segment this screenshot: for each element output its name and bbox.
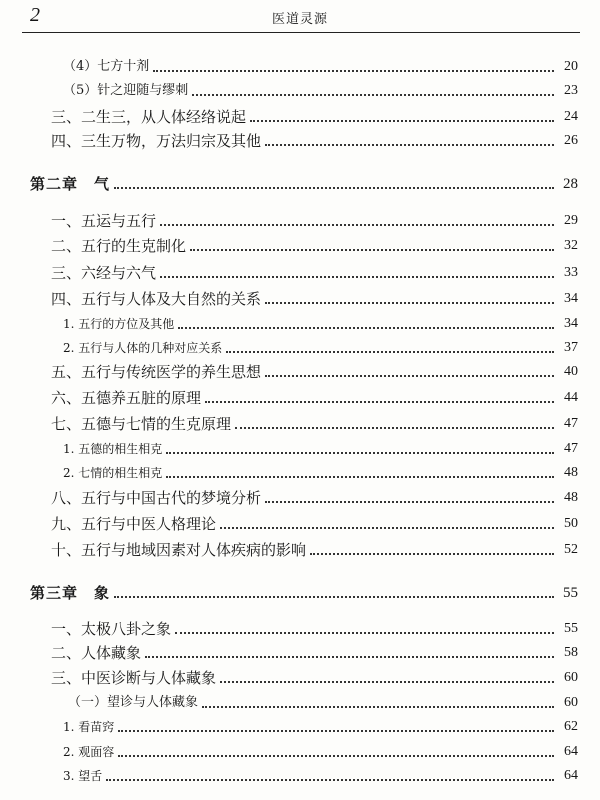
toc-entry-page: 64 bbox=[564, 744, 578, 759]
toc-entry[interactable] bbox=[51, 642, 578, 664]
toc-entry-title: 三、中医诊断与人体藏象 bbox=[51, 669, 217, 687]
dot-leader bbox=[205, 399, 554, 403]
toc-entry-title: 3. 望舌 bbox=[63, 769, 103, 783]
toc-entry-title: 五、五行与传统医学的养生思想 bbox=[51, 363, 262, 381]
toc-entry-title: 二、人体藏象 bbox=[51, 644, 142, 662]
toc-entry-page: 55 bbox=[564, 621, 578, 636]
toc-entry-title: 二、五行的生克制化 bbox=[51, 237, 187, 255]
running-title: 医道灵源 bbox=[271, 12, 328, 27]
dot-leader bbox=[192, 92, 554, 96]
dot-leader bbox=[166, 450, 554, 454]
toc-entry[interactable] bbox=[51, 387, 578, 409]
dot-leader bbox=[160, 274, 554, 278]
toc-entry-page: 64 bbox=[564, 768, 578, 783]
toc-entry[interactable] bbox=[51, 487, 578, 509]
toc-entry-page: 40 bbox=[564, 364, 578, 379]
toc-entry-page: 37 bbox=[564, 340, 578, 355]
toc-entry-title: 第二章 气 bbox=[30, 175, 111, 193]
toc-entry-title: 1. 看苗窍 bbox=[63, 720, 115, 734]
toc-entry-title: 四、三生万物，万法归宗及其他 bbox=[51, 132, 262, 150]
dot-leader bbox=[310, 551, 554, 555]
toc-entry[interactable] bbox=[63, 56, 578, 78]
toc-entry-page: 34 bbox=[564, 291, 578, 306]
toc-entry-title: （4）七方十剂 bbox=[63, 59, 150, 74]
toc-entry[interactable] bbox=[51, 618, 578, 640]
toc-entry-page: 48 bbox=[564, 490, 578, 505]
toc-entry-page: 62 bbox=[564, 719, 578, 734]
toc-entry-title: 四、五行与人体及大自然的关系 bbox=[51, 290, 262, 308]
toc-entry-title: 七、五德与七情的生克原理 bbox=[51, 415, 232, 433]
toc-entry[interactable] bbox=[63, 462, 578, 484]
toc-entry-page: 33 bbox=[564, 265, 578, 280]
toc-entry-title: 1. 五行的方位及其他 bbox=[63, 317, 175, 331]
toc-entry[interactable] bbox=[63, 741, 578, 763]
dot-leader bbox=[202, 704, 554, 708]
dot-leader bbox=[265, 300, 554, 304]
dot-leader bbox=[145, 654, 554, 658]
toc-entry-page: 29 bbox=[564, 213, 578, 228]
dot-leader bbox=[220, 525, 554, 529]
toc-entry-page: 47 bbox=[564, 416, 578, 431]
toc-entry-title: 三、六经与六气 bbox=[51, 264, 157, 282]
toc-entry-page: 50 bbox=[564, 516, 578, 531]
toc-entry-title: 一、五运与五行 bbox=[51, 212, 157, 230]
toc-entry[interactable] bbox=[63, 438, 578, 460]
toc-entry-page: 58 bbox=[564, 645, 578, 660]
toc-entry-page: 47 bbox=[564, 441, 578, 456]
dot-leader bbox=[153, 68, 554, 72]
toc-entry[interactable] bbox=[63, 313, 578, 335]
toc-chapter-entry[interactable] bbox=[30, 173, 578, 195]
toc-entry-page: 20 bbox=[564, 59, 578, 74]
dot-leader bbox=[190, 247, 554, 251]
toc-entry-page: 52 bbox=[564, 542, 578, 557]
toc-entry-page: 34 bbox=[564, 316, 578, 331]
toc-entry[interactable] bbox=[51, 513, 578, 535]
dot-leader bbox=[175, 630, 554, 634]
toc-entry-title: 2. 五行与人体的几种对应关系 bbox=[63, 341, 223, 355]
dot-leader bbox=[265, 499, 554, 503]
toc-entry-page: 48 bbox=[564, 465, 578, 480]
toc-entry-page: 26 bbox=[564, 133, 578, 148]
toc-entry[interactable] bbox=[51, 361, 578, 383]
toc-entry[interactable] bbox=[63, 716, 578, 738]
toc-entry-title: 2. 观面容 bbox=[63, 745, 115, 759]
dot-leader bbox=[265, 373, 554, 377]
dot-leader bbox=[118, 753, 554, 757]
toc-entry[interactable] bbox=[51, 106, 578, 128]
toc-entry-title: 一、太极八卦之象 bbox=[51, 620, 172, 638]
dot-leader bbox=[118, 728, 554, 732]
toc-entry-title: 第三章 象 bbox=[30, 584, 111, 602]
toc-entry[interactable] bbox=[51, 130, 578, 152]
toc-entry-page: 32 bbox=[564, 238, 578, 253]
dot-leader bbox=[235, 425, 554, 429]
toc-entry-page: 60 bbox=[564, 695, 578, 710]
toc-entry-title: （5）针之迎随与缪刺 bbox=[63, 83, 189, 98]
dot-leader bbox=[265, 142, 554, 146]
toc-entry[interactable] bbox=[51, 667, 578, 689]
toc-entry[interactable] bbox=[51, 413, 578, 435]
toc-entry[interactable] bbox=[51, 539, 578, 561]
dot-leader bbox=[250, 118, 554, 122]
dot-leader bbox=[106, 777, 554, 781]
page-number: 2 bbox=[30, 4, 40, 26]
toc-entry-title: 八、五行与中国古代的梦境分析 bbox=[51, 489, 262, 507]
dot-leader bbox=[178, 325, 554, 329]
toc-entry-title: 十、五行与地域因素对人体疾病的影响 bbox=[51, 541, 307, 559]
toc-entry[interactable] bbox=[63, 80, 578, 102]
dot-leader bbox=[114, 594, 554, 598]
dot-leader bbox=[226, 349, 554, 353]
toc-entry-title: 1. 五德的相生相克 bbox=[63, 442, 163, 456]
toc-entry-title: 九、五行与中医人格理论 bbox=[51, 515, 217, 533]
toc-entry-page: 28 bbox=[563, 176, 578, 192]
dot-leader bbox=[114, 185, 554, 189]
toc-entry[interactable] bbox=[51, 262, 578, 284]
toc-entry[interactable] bbox=[51, 210, 578, 232]
toc-entry-page: 24 bbox=[564, 109, 578, 124]
dot-leader bbox=[166, 474, 554, 478]
toc-entry-page: 44 bbox=[564, 390, 578, 405]
toc-entry-title: （一）望诊与人体藏象 bbox=[68, 695, 199, 710]
dot-leader bbox=[220, 679, 554, 683]
toc-entry[interactable] bbox=[68, 692, 578, 714]
toc-entry-title: 三、二生三，从人体经络说起 bbox=[51, 108, 247, 126]
toc-entry[interactable] bbox=[51, 235, 578, 257]
toc-entry[interactable] bbox=[63, 337, 578, 359]
dot-leader bbox=[160, 222, 554, 226]
toc-entry-title: 六、五德养五脏的原理 bbox=[51, 389, 202, 407]
toc-entry-page: 60 bbox=[564, 670, 578, 685]
toc-entry[interactable] bbox=[63, 765, 578, 787]
toc-chapter-entry[interactable] bbox=[30, 582, 578, 604]
toc-entry-title: 2. 七情的相生相克 bbox=[63, 466, 163, 480]
toc-entry-page: 55 bbox=[563, 585, 578, 601]
toc-entry[interactable] bbox=[51, 288, 578, 310]
toc-entry-page: 23 bbox=[564, 83, 578, 98]
